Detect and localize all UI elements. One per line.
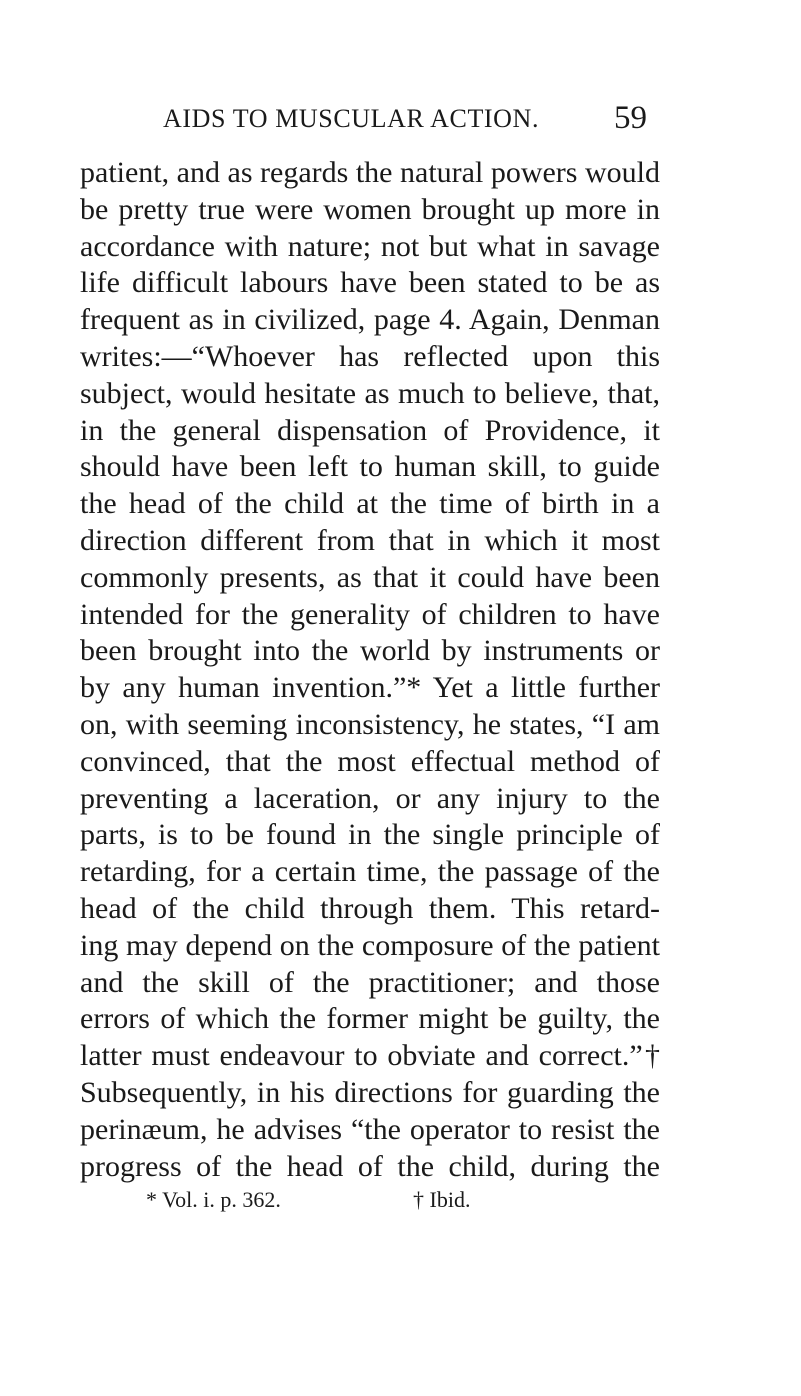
footnote: † Ibid. <box>413 1187 471 1212</box>
running-head: AIDS TO MUSCULAR ACTION. <box>163 104 540 133</box>
text-line: parts, is to be found in the single principle of <box>80 818 660 852</box>
text-line: progress of the head of the child, during the <box>80 1149 660 1183</box>
text-line: convinced, that the most effectual method of <box>80 744 660 778</box>
text-line: in the general dispensation of Providence, it <box>80 413 660 447</box>
text-line: head of the child through them. This retard- <box>80 891 660 925</box>
text-line: subject, would hesitate as much to believe, that, <box>80 376 660 410</box>
text-line: ing may depend on the composure of the patient <box>80 928 660 962</box>
text-line: writes:—“Whoever has reflected upon this <box>80 339 660 373</box>
text-line: patient, and as regards the natural powers would <box>80 156 660 189</box>
text-line: retarding, for a certain time, the passage of the <box>80 855 660 889</box>
page-number: 59 <box>614 100 647 136</box>
text-line: life difficult labours have been stated to be as <box>80 266 660 300</box>
text-line: errors of which the former might be guilty, the <box>80 1002 660 1036</box>
footnotes <box>146 1187 596 1213</box>
text-line: frequent as in civilized, page 4. Again, Denman <box>80 303 660 337</box>
text-line: accordance with nature; not but what in savage <box>80 229 660 263</box>
text-line: intended for the generality of children to have <box>80 597 660 631</box>
text-line: should have been left to human skill, to guide <box>80 450 660 484</box>
text-line: direction different from that in which it most <box>80 523 660 557</box>
text-line: been brought into the world by instruments or <box>80 634 660 668</box>
text-line: perinæum, he advises “the operator to resist the <box>80 1112 660 1146</box>
text-line: latter must endeavour to obviate and correct.”† <box>80 1039 660 1073</box>
text-line: be pretty true were women brought up more in <box>80 192 660 226</box>
footnote: * Vol. i. p. 362. <box>146 1187 281 1212</box>
text-line: and the skill of the practitioner; and those <box>80 965 660 999</box>
text-line: the head of the child at the time of birth in a <box>80 487 660 521</box>
text-line: Subsequently, in his directions for guarding the <box>80 1075 660 1109</box>
text-line: commonly presents, as that it could have been <box>80 560 660 594</box>
body-text <box>80 155 660 1185</box>
text-line: on, with seeming inconsistency, he states, “I am <box>80 707 660 741</box>
text-line: by any human invention.”* Yet a little further <box>80 671 660 705</box>
page-header <box>163 100 663 140</box>
text-line: preventing a laceration, or any injury to the <box>80 781 660 815</box>
